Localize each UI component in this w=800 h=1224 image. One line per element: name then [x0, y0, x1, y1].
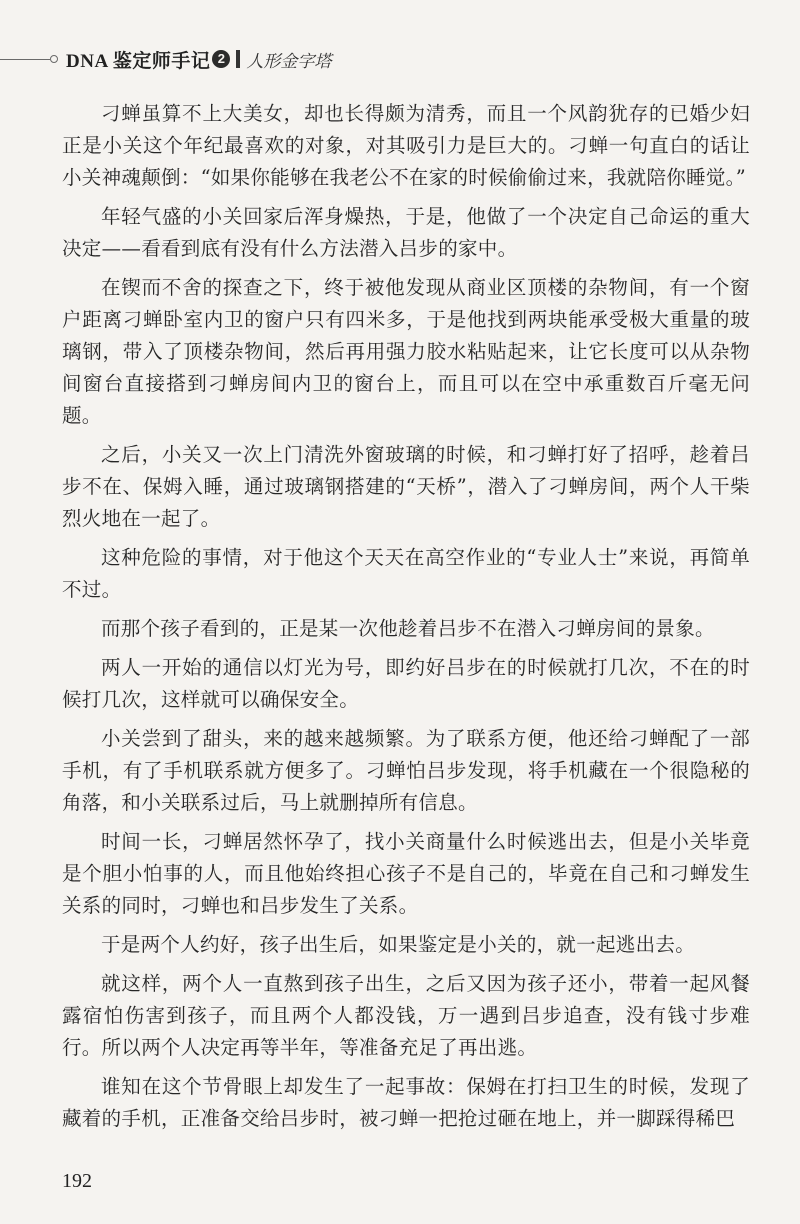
paragraph-9: 时间一长，刁蝉居然怀孕了，找小关商量什么时候逃出去，但是小关毕竟是个胆小怕事的人，而且他始终担心孩子不是自己的，毕竟在自己和刁蝉发生关系的同时，刁蝉也和吕步发生了关系。	[62, 830, 750, 917]
body-text	[62, 98, 750, 1142]
running-header	[0, 45, 520, 73]
paragraph-11: 就这样，两个人一直熬到孩子出生，之后又因为孩子还小，带着一起风餐露宿怕伤害到孩子，而且两个人都没钱，万一遇到吕步追查，没有钱寸步难行。所以两个人决定再等半年，等准备充足了再出逃。	[62, 972, 750, 1059]
paragraph-3: 在锲而不舍的探查之下，终于被他发现从商业区顶楼的杂物间，有一个窗户距离刁蝉卧室内卫的窗户只有四米多，于是他找到两块能承受极大重量的玻璃钢，带入了顶楼杂物间，然后再用强力胶水粘贴起来，让它长度可以从杂物间窗台直接搭到刁蝉房间内卫的窗台上，而且可以在空中承重数百斤毫无问题。	[62, 276, 750, 427]
page-number: 192	[62, 1170, 92, 1192]
header-rule-line	[0, 59, 50, 60]
header-circle-ornament	[50, 55, 58, 63]
paragraph-12: 谁知在这个节骨眼上却发生了一起事故：保姆在打扫卫生的时候，发现了藏着的手机，正准备交给吕步时，被刁蝉一把抢过砸在地上，并一脚踩得稀巴	[62, 1075, 750, 1130]
paragraph-8: 小关尝到了甜头，来的越来越频繁。为了联系方便，他还给刁蝉配了一部手机，有了手机联系就方便多了。刁蝉怕吕步发现，将手机藏在一个很隐秘的角落，和小关联系过后，马上就删掉所有信息。	[62, 727, 750, 814]
book-title: DNA 鉴定师手记	[66, 50, 211, 72]
paragraph-2: 年轻气盛的小关回家后浑身燥热，于是，他做了一个决定自己命运的重大决定——看看到底有没有什么方法潜入吕步的家中。	[62, 205, 750, 260]
volume-number-badge: 2	[212, 50, 230, 68]
header-separator-bar	[236, 50, 240, 68]
book-subtitle: 人形金字塔	[246, 51, 332, 72]
paragraph-10: 于是两个人约好，孩子出生后，如果鉴定是小关的，就一起逃出去。	[101, 933, 696, 956]
paragraph-1: 刁蝉虽算不上大美女，却也长得颇为清秀，而且一个风韵犹存的已婚少妇正是小关这个年纪最喜欢的对象，对其吸引力是巨大的。刁蝉一句直白的话让小关神魂颠倒：“如果你能够在我老公不在家的时候偷偷过来，我就陪你睡觉。”	[62, 102, 750, 189]
paragraph-7: 两人一开始的通信以灯光为号，即约好吕步在的时候就打几次，不在的时候打几次，这样就可以确保安全。	[62, 656, 750, 711]
paragraph-6: 而那个孩子看到的，正是某一次他趁着吕步不在潜入刁蝉房间的景象。	[101, 617, 715, 640]
paragraph-4: 之后，小关又一次上门清洗外窗玻璃的时候，和刁蝉打好了招呼，趁着吕步不在、保姆入睡，通过玻璃钢搭建的“天桥”，潜入了刁蝉房间，两个人干柴烈火地在一起了。	[62, 443, 750, 530]
paragraph-5: 这种危险的事情，对于他这个天天在高空作业的“专业人士”来说，再简单不过。	[62, 546, 750, 601]
